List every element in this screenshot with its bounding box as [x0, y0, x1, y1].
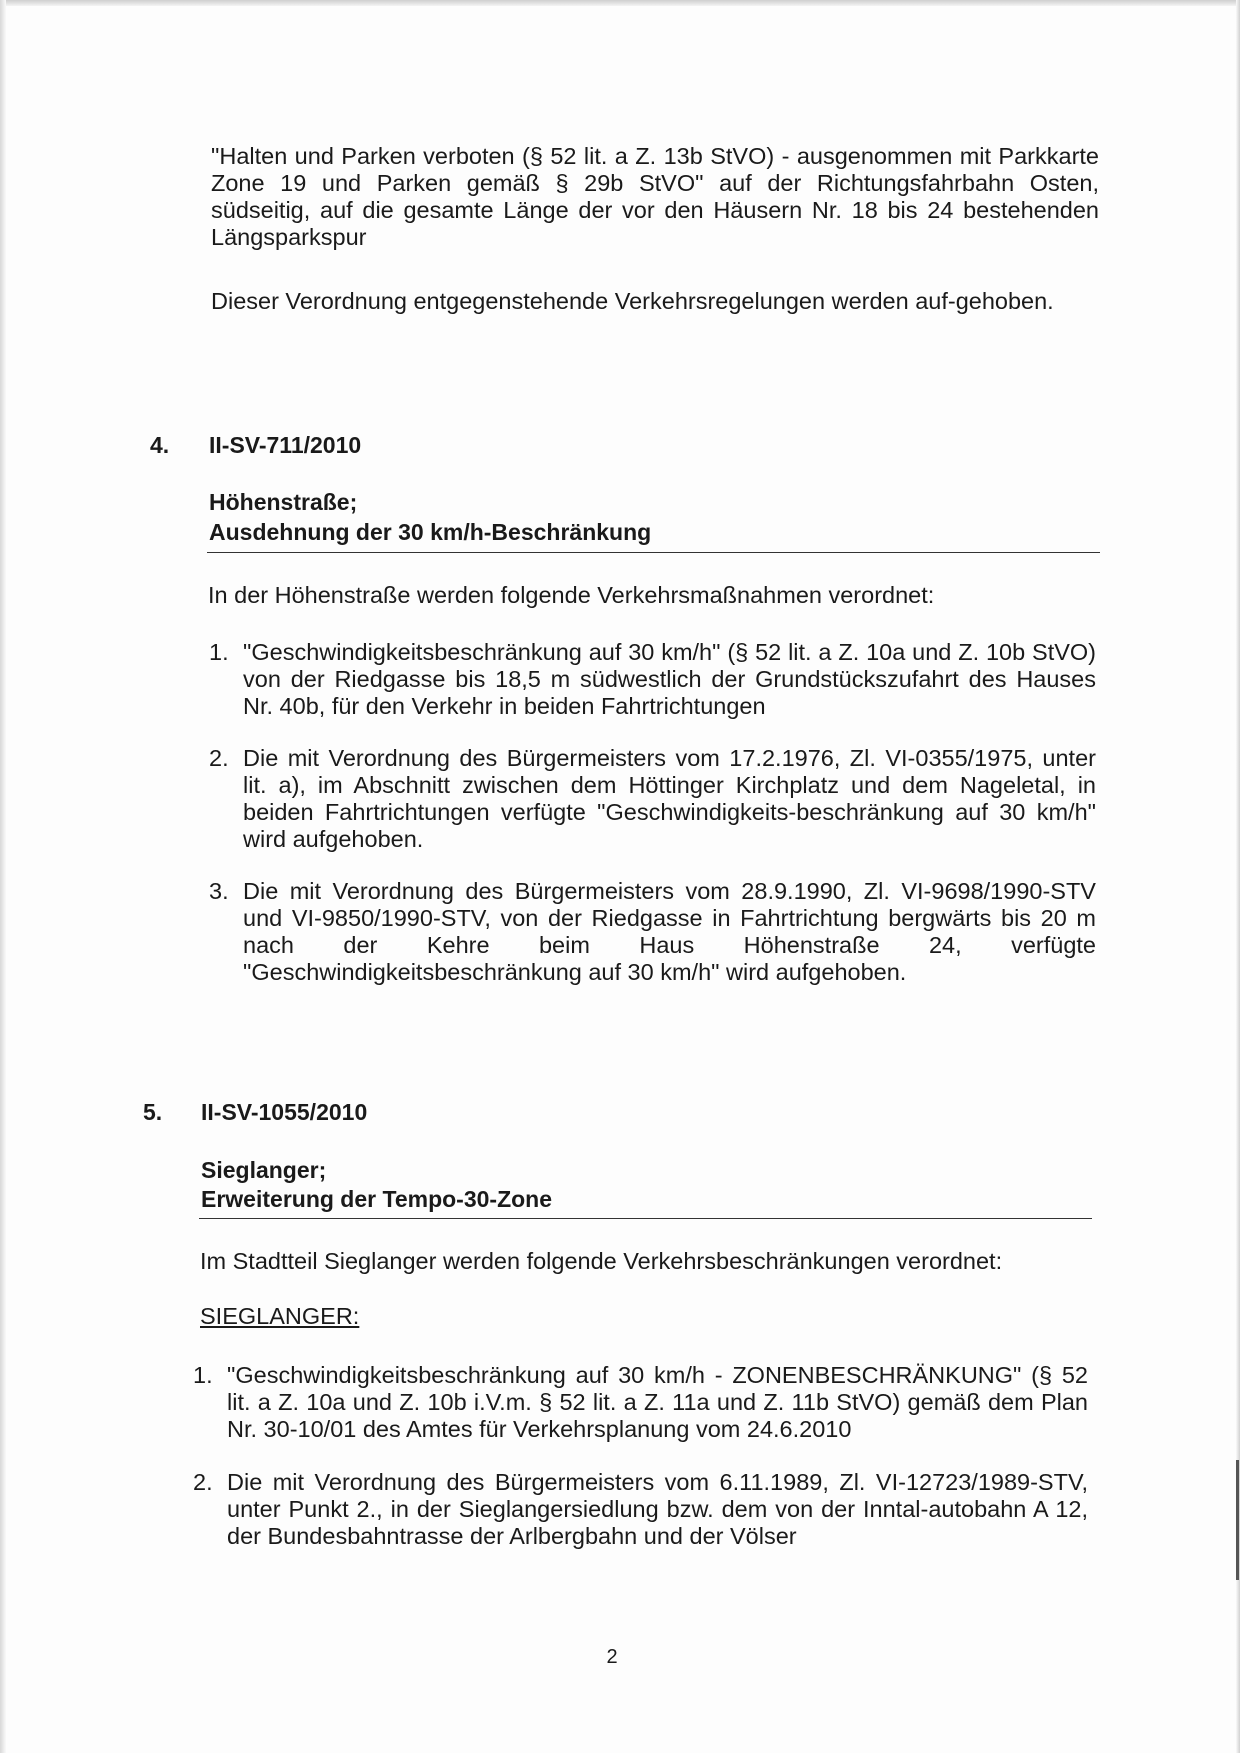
- page-number: 2: [606, 1646, 618, 1668]
- list-item-number: 1.: [209, 639, 229, 665]
- list-item-text: Die mit Verordnung des Bürgermeisters vom 28.9.1990, Zl. VI-9698/1990-STV und VI-9850/1990-STV, von der Riedgasse in Fahrtrichtung bergwärts bis 20 m nach der Kehre beim Haus Höhenstraße 24, verfügte "Geschwindigkeitsbeschränkung auf 30 km/h" wird aufgehoben.: [243, 878, 1096, 985]
- section5-list-item: [193, 1362, 1088, 1443]
- intro-paragraph-2-text: Dieser Verordnung entgegenstehende Verkehrsregelungen werden auf-gehoben.: [211, 288, 1054, 314]
- section4-title-rule: [207, 552, 1100, 553]
- list-item-text: "Geschwindigkeitsbeschränkung auf 30 km/h - ZONENBESCHRÄNKUNG" (§ 52 lit. a Z. 10a und Z. 10b i.V.m. § 52 lit. a Z. 11a und Z. 11b StVO) gemäß dem Plan Nr. 30-10/01 des Amtes für Verkehrsplanung vom 24.6.2010: [227, 1362, 1088, 1442]
- list-item-text: Die mit Verordnung des Bürgermeisters vom 6.11.1989, Zl. VI-12723/1989-STV, unter Punkt 2., in der Sieglangersiedlung bzw. dem von der Inntal-autobahn A 12, der Bundesbahntrasse der Arlbergbahn und der Völser: [227, 1469, 1088, 1549]
- scan-edge-top: [0, 0, 1240, 6]
- list-item-number: 2.: [193, 1469, 213, 1495]
- section5-number: 5.: [143, 1099, 163, 1125]
- section5-subheading: SIEGLANGER:: [200, 1303, 360, 1329]
- section4-code: II-SV-711/2010: [209, 432, 362, 458]
- section5-title-line1: Sieglanger;: [201, 1157, 327, 1183]
- section5-intro: [200, 1248, 1090, 1275]
- section5-intro-text: Im Stadtteil Sieglanger werden folgende Verkehrsbeschränkungen verordnet:: [200, 1248, 1003, 1274]
- list-item-number: 1.: [193, 1362, 213, 1388]
- section4-title-line1: Höhenstraße;: [209, 489, 358, 515]
- list-item-number: 3.: [209, 878, 229, 904]
- section4-intro: [208, 582, 1098, 609]
- section5-title-rule: [199, 1218, 1092, 1219]
- intro-paragraph-1: [211, 143, 1099, 251]
- section4-list: [209, 639, 1096, 986]
- section5-code: II-SV-1055/2010: [201, 1099, 368, 1125]
- section4-list-item: [209, 745, 1096, 853]
- intro-paragraph-2: [211, 288, 1099, 315]
- section4-intro-text: In der Höhenstraße werden folgende Verkehrsmaßnahmen verordnet:: [208, 582, 935, 608]
- scan-edge-left: [0, 0, 6, 1753]
- section5-list: [193, 1362, 1088, 1550]
- section4-list-item: [209, 639, 1096, 720]
- section4-number: 4.: [150, 432, 170, 458]
- section4-title-line2: Ausdehnung der 30 km/h-Beschränkung: [209, 519, 652, 545]
- scan-mark: [1236, 1460, 1239, 1580]
- list-item-text: Die mit Verordnung des Bürgermeisters vom 17.2.1976, Zl. VI-0355/1975, unter lit. a), im Abschnitt zwischen dem Höttinger Kirchplatz und dem Nageletal, in beiden Fahrtrichtungen verfügte "Geschwindigkeits-beschränkung auf 30 km/h" wird aufgehoben.: [243, 745, 1096, 852]
- section5-list-item: [193, 1469, 1088, 1550]
- section4-list-item: [209, 878, 1096, 986]
- list-item-number: 2.: [209, 745, 229, 771]
- intro-paragraph-1-text: "Halten und Parken verboten (§ 52 lit. a Z. 13b StVO) - ausgenommen mit Parkkarte Zone 19 und Parken gemäß § 29b StVO" auf der Richtungsfahrbahn Osten, südseitig, auf die gesamte Länge der vor den Häusern Nr. 18 bis 24 bestehenden Längsparkspur: [211, 143, 1099, 250]
- section5-title-line2: Erweiterung der Tempo-30-Zone: [201, 1186, 553, 1212]
- list-item-text: "Geschwindigkeitsbeschränkung auf 30 km/h" (§ 52 lit. a Z. 10a und Z. 10b StVO) von der Riedgasse bis 18,5 m südwestlich der Grundstückszufahrt des Hauses Nr. 40b, für den Verkehr in beiden Fahrtrichtungen: [243, 639, 1096, 719]
